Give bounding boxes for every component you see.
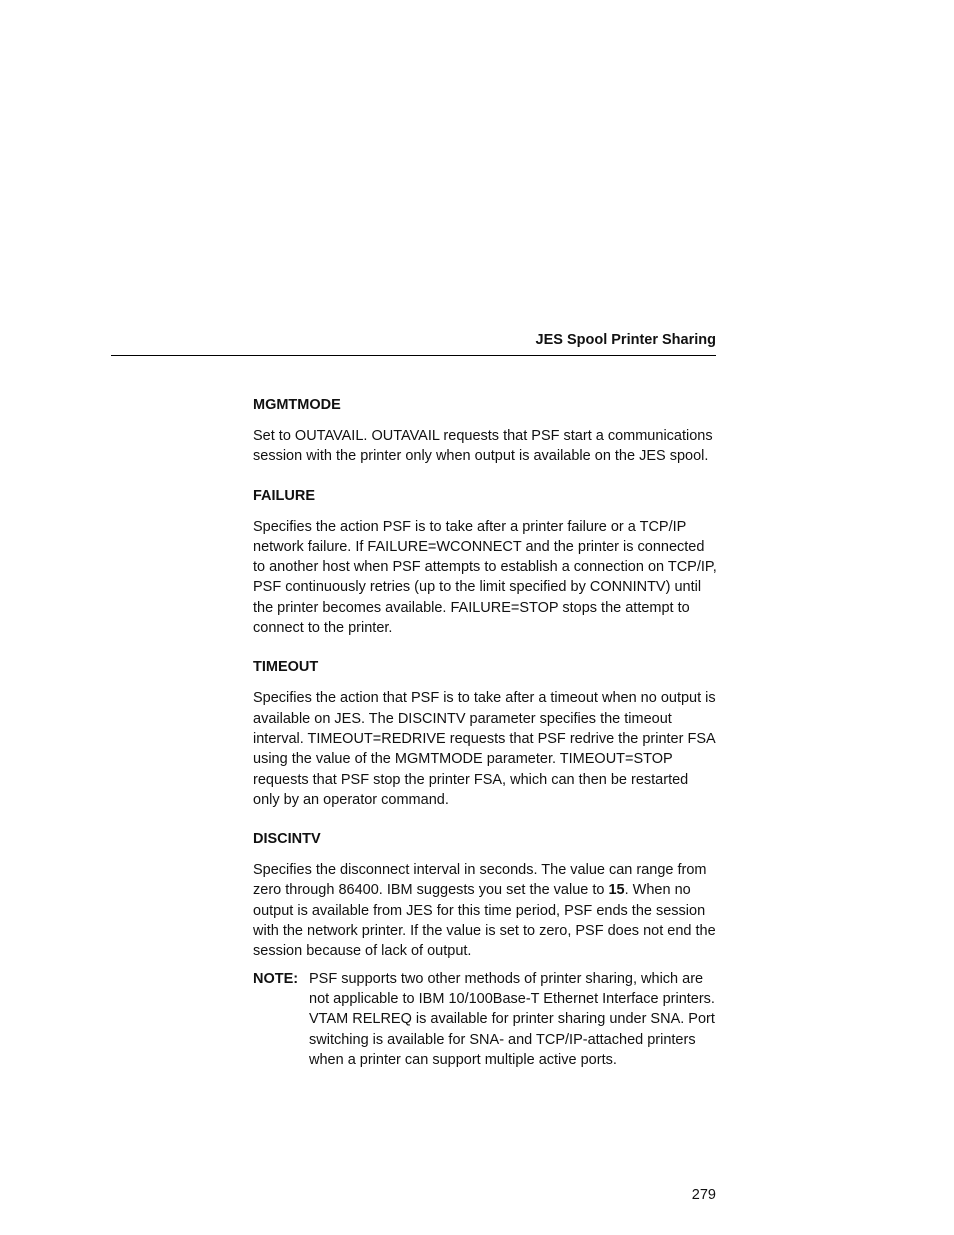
section-heading: DISCINTV: [253, 831, 321, 848]
section-discintv: [253, 829, 718, 961]
section-paragraph: Set to OUTAVAIL. OUTAVAIL requests that PSF start a communications session with the printer only when output is available on the JES spool.: [253, 428, 713, 465]
suggested-value: 15: [608, 882, 625, 899]
section-paragraph: Specifies the action that PSF is to take after a timeout when no output is available on JES. The DISCINTV parameter specifies the timeout interval. TIMEOUT=REDRIVE requests that PSF redrive the printer FSA using the value of the MGMTMODE parameter. TIMEOUT=STOP requests that PSF stop the printer FSA, which can then be restarted only by an operator command.: [253, 690, 716, 808]
section-heading: TIMEOUT: [253, 659, 319, 676]
paragraph-text-start: Specifies the disconnect interval in seconds. The value can range from zero through 86400. IBM suggests you set the value to: [253, 862, 707, 899]
section-paragraph: Specifies the action PSF is to take after a printer failure or a TCP/IP network failure. If FAILURE=WCONNECT and the printer is connected to another host when PSF attempts to establish a connection on TCP/IP, PSF continuously retries (up to the limit specified by CONNINTV) until the printer becomes available. FAILURE=STOP stops the attempt to connect to the printer.: [253, 518, 717, 637]
running-header-title: JES Spool Printer Sharing: [535, 332, 716, 348]
running-header: [111, 331, 716, 356]
note-label: NOTE:: [253, 970, 299, 987]
note-block: [253, 969, 718, 1070]
section-timeout: [253, 657, 718, 810]
document-body: [253, 395, 718, 1070]
paragraph-text-end: . When no output is available from JES for this time period, PSF ends the session with the network printer. If the value is set to zero, PSF does not end the session because of lack of output.: [253, 882, 716, 960]
section-paragraph: [253, 860, 718, 961]
section-mgmtmode: [253, 395, 718, 467]
note-text: PSF supports two other methods of printer sharing, which are not applicable to IBM 10/100Base-T Ethernet Interface printers. VTAM RELREQ is available for printer sharing under SNA. Port switching is available for SNA- and TCP/IP-attached printers when a printer can support multiple active ports.: [309, 970, 715, 1068]
section-heading: MGMTMODE: [253, 397, 341, 413]
section-failure: [253, 486, 718, 639]
page-number: 279: [691, 1187, 716, 1203]
section-heading: FAILURE: [253, 487, 316, 504]
